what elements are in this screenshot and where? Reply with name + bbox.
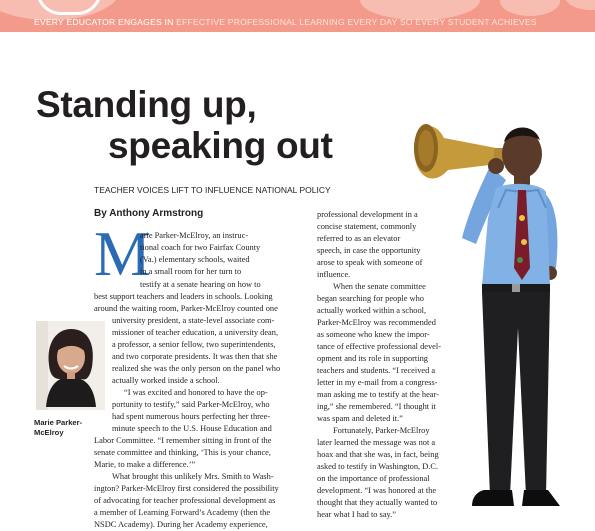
text-line: testify at a senate hearing on how to bbox=[140, 280, 261, 289]
text-line: Marie, to make a difference.’” bbox=[94, 460, 196, 469]
text-line: Parker-McElroy was recommended bbox=[317, 318, 436, 327]
tagline-highlight: EFFECTIVE PROFESSIONAL LEARNING EVERY DAY SO EVERY STUDENT ACHIEVES bbox=[176, 17, 537, 27]
text-line: a member of Learning Forward’s Academy (then the bbox=[94, 508, 271, 517]
text-line: What brought this unlikely Mrs. Smith to Wash- bbox=[112, 472, 274, 481]
text-line: arie Parker-McElroy, an instruc- bbox=[140, 231, 249, 240]
text-line: NSDC Academy). During her Academy experience, bbox=[94, 520, 268, 529]
text-line: a professor, a senior fellow, two superintendents, bbox=[112, 340, 276, 349]
portrait-photo bbox=[36, 321, 105, 410]
top-banner bbox=[0, 0, 595, 32]
text-line: tance of effective professional devel- bbox=[317, 342, 442, 351]
text-line: portunity to testify,” said Parker-McElroy, who bbox=[112, 400, 270, 409]
text-line: had spent numerous hours perfecting her three- bbox=[112, 412, 271, 421]
text-line: around the waiting room, Parker-McElroy counted one bbox=[94, 304, 278, 313]
text-line: concise statement, commonly bbox=[317, 222, 417, 231]
text-line: minute speech to the U.S. House Education and bbox=[112, 424, 272, 433]
tagline-plain: EVERY EDUCATOR ENGAGES IN bbox=[34, 17, 177, 27]
headline-line-2: speaking out bbox=[108, 125, 333, 166]
article-byline: By Anthony Armstrong bbox=[94, 208, 204, 219]
text-line: on the importance of professional bbox=[317, 474, 430, 483]
photo-caption-line: McElroy bbox=[34, 428, 64, 437]
text-line: When the senate committee bbox=[333, 282, 426, 291]
text-line: hoax and that she was, in fact, being bbox=[317, 450, 439, 459]
text-line: Labor Committee. “I remember sitting in front of the bbox=[94, 436, 272, 445]
text-line: letter in my e-mail from a congress- bbox=[317, 378, 438, 387]
text-line: hear what I had to say.” bbox=[317, 510, 396, 519]
text-line: in a small room for her turn to bbox=[140, 267, 242, 276]
article-kicker: TEACHER VOICES LIFT TO INFLUENCE NATIONAL POLICY bbox=[94, 185, 331, 195]
photo-caption-line: Marie Parker- bbox=[34, 418, 83, 427]
text-line: ington? Parker-McElroy first considered the possibility bbox=[94, 484, 279, 493]
drop-cap: M bbox=[94, 218, 151, 289]
text-line: was spam and deleted it.” bbox=[317, 414, 403, 423]
text-line: influence. bbox=[317, 270, 351, 279]
text-line: asked to testify in Washington, D.C. bbox=[317, 462, 439, 471]
headline-line-1: Standing up, bbox=[36, 84, 257, 125]
man-with-megaphone-photo bbox=[410, 118, 570, 526]
text-line: opment and its role in supporting bbox=[317, 354, 428, 363]
text-line: university president, a state-level associate com- bbox=[112, 316, 275, 325]
text-line: (Va.) elementary schools, waited bbox=[140, 255, 250, 264]
text-line: senate committee and thinking, ‘This is your chance, bbox=[94, 448, 271, 457]
text-line: missioner of teacher education, a university dean, bbox=[112, 328, 279, 337]
text-line: realized she was the only person on the panel who bbox=[112, 364, 281, 373]
text-line: actually worked within a school, bbox=[317, 306, 427, 315]
banner-decoration bbox=[500, 0, 560, 16]
text-line: began searching for people who bbox=[317, 294, 424, 303]
text-line: as someone who knew the impor- bbox=[317, 330, 430, 339]
text-line: of advocating for teacher professional development as bbox=[94, 496, 276, 505]
banner-tagline bbox=[34, 17, 537, 27]
photo-caption bbox=[34, 418, 82, 438]
text-line: Fortunately, Parker-McElroy bbox=[333, 426, 430, 435]
text-line: ing,” she remembered. “I thought it bbox=[317, 402, 436, 411]
text-line: arose to speak with someone of bbox=[317, 258, 423, 267]
text-line: development. “I was honored at the bbox=[317, 486, 437, 495]
text-line: best support teachers and leaders in schools. Looking bbox=[94, 292, 273, 301]
text-line: thought that they actually wanted to bbox=[317, 498, 438, 507]
text-line: later learned the message was not a bbox=[317, 438, 436, 447]
text-line: man asking me to testify at the hear- bbox=[317, 390, 439, 399]
text-line: and two corporate presidents. It was then that she bbox=[112, 352, 278, 361]
text-line: tional coach for two Fairfax County bbox=[140, 243, 261, 252]
text-line: speech, in case the opportunity bbox=[317, 246, 421, 255]
banner-decoration bbox=[565, 0, 595, 10]
text-line: referred to as an elevator bbox=[317, 234, 401, 243]
text-line: teachers and students. “I received a bbox=[317, 366, 436, 375]
text-line: “I was excited and honored to have the op- bbox=[124, 388, 268, 397]
text-line: professional development in a bbox=[317, 210, 418, 219]
text-line: actually worked inside a school. bbox=[112, 376, 220, 385]
